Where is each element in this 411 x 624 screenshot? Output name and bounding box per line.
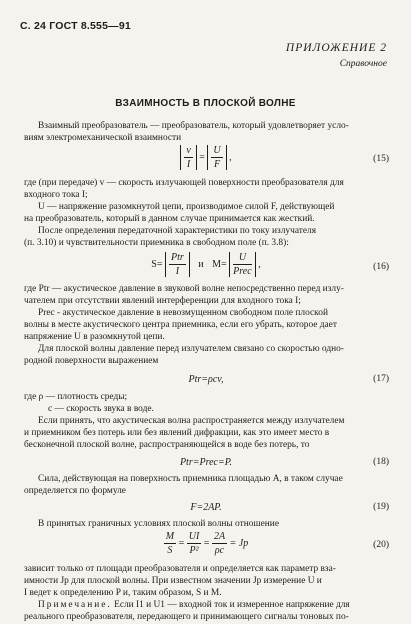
paragraph-line: и приемником без потерь или без явлений дифракции, как это имеет место в [24, 428, 330, 438]
eq16-s-num: Ptr [171, 252, 184, 263]
eq15-lhs-num: v [186, 145, 191, 156]
paragraph-line: В принятых граничных условиях плоской волны отношение [38, 519, 279, 529]
eq20-s: S [167, 545, 173, 556]
appendix-heading [286, 42, 387, 69]
paragraph-line: После определения передаточной характеристики по току излучателя [38, 226, 317, 236]
eq15-lhs-den: I [186, 159, 191, 170]
paragraph-line: Если принять, что акустическая волна распространяется между излучателем [38, 416, 345, 426]
paragraph-line: виям электромеханической взаимности [24, 133, 182, 143]
eq16-s-den: I [175, 266, 180, 277]
paragraph-line: чателем при отсутствии явлений интерференции для входного тока I; [24, 296, 301, 306]
equation-number: (16) [373, 262, 389, 272]
appendix-title: ПРИЛОЖЕНИЕ 2 [285, 42, 387, 54]
eq16-and: и [198, 258, 204, 270]
eq20-p2: P² [189, 545, 199, 556]
equation-17: Ptr=ρcv, [188, 374, 224, 385]
paragraph-line: входного тока I; [24, 190, 88, 200]
paragraph-line: определяется по формуле [24, 486, 126, 496]
equation-15: $\frac{v}{I}$ = $\frac{U}{F}$ , [24, 145, 388, 170]
paragraph-line: имности Jp для плоской волны. При известном значении Jp измерение U и [24, 576, 322, 586]
page-header: С. 24 ГОСТ 8.555—91 [20, 20, 131, 32]
paragraph-line: где (при передаче) v — скорость излучающей поверхности преобразователя для [24, 178, 344, 188]
eq20-rhoc: ρc [214, 545, 225, 556]
paragraph-line: волны в месте акустического центра приемника, если его убрать, которое дает [24, 320, 337, 330]
eq15-rhs-den: F [213, 159, 221, 170]
paragraph-line: зависит только от площади преобразователя и определяется как параметр вза- [24, 564, 336, 574]
equation-19: F=2AP. [190, 502, 222, 513]
note-line [24, 600, 388, 611]
equation-16: S= $\frac{\text{Ptr}}{I}$ и M= $\frac{U}{\text{Prec}}$ , [151, 252, 261, 277]
equation-number: (19) [373, 502, 389, 512]
note-line: реального преобразователя, передающего и принимающего сигналы тоновых по- [24, 612, 349, 622]
paragraph-line: где Ptr — акустическое давление в звуковой волне непосредственно перед излу- [24, 284, 344, 294]
note-text: Если I1 и U1 — входной ток и измеренное напряжение для [111, 600, 350, 610]
paragraph-line: I ведет к определению P и, таким образом, S и M. [24, 588, 222, 598]
paragraph-line: бесконечной плоской волне, распространяющейся в воде без потерь, то [24, 440, 310, 450]
paragraph-line: где ρ — плотность среды; [24, 392, 128, 402]
eq16-s-lhs: S= [151, 258, 163, 270]
eq16-m-num: U [233, 252, 252, 265]
paragraph-line: Для плоской волны давление перед излучателем связано со скоростью одно- [38, 344, 344, 354]
paragraph-line: c — скорость звука в воде. [48, 404, 154, 414]
eq20-m: M [165, 531, 175, 542]
paragraph-line: родной поверхности выражением [24, 356, 159, 366]
equation-number: (17) [373, 374, 389, 384]
paragraph-line: Сила, действующая на поверхность приемника площадью A, в таком случае [38, 474, 343, 484]
paragraph-line: на преобразователь, который в данном случае принимается как жесткий. [24, 214, 315, 224]
equation-number: (18) [373, 457, 389, 467]
section-title: ВЗАИМНОСТЬ В ПЛОСКОЙ ВОЛНЕ [115, 98, 296, 109]
eq16-m-den: Prec [233, 266, 252, 277]
paragraph-line: U — напряжение разомкнутой цепи, производимое силой F, действующей [38, 202, 335, 212]
paragraph-line: Взаимный преобразователь — преобразователь, который удовлетворяет усло- [38, 121, 349, 131]
paragraph-line: Prec - акустическое давление в невозмущенном свободном поле плоской [38, 308, 328, 318]
eq20-2a: 2A [213, 531, 226, 542]
eq16-m-lhs: M= [212, 258, 227, 270]
paragraph-line: (п. 3.10) и чувствительности приемника в свободном поле (п. 3.8): [24, 238, 289, 248]
equation-20: $\frac{M}{S}$ = $\frac{UI}{\text{P²}}$ = $\frac{2A}{\rho c}$ = Jp [165, 531, 249, 556]
equation-number: (15) [373, 154, 389, 164]
note-label: Примечание. [38, 600, 112, 610]
equation-number: (20) [373, 540, 389, 550]
equation-18: Ptr=Prec=P. [179, 457, 233, 468]
appendix-subtitle: Справочное [339, 59, 387, 69]
paragraph-line: напряжение U в разомкнутой цепи. [24, 332, 165, 342]
eq15-rhs-num: U [213, 145, 221, 156]
eq20-jp: = Jp [229, 537, 249, 549]
eq20-ui: UI [188, 531, 200, 542]
